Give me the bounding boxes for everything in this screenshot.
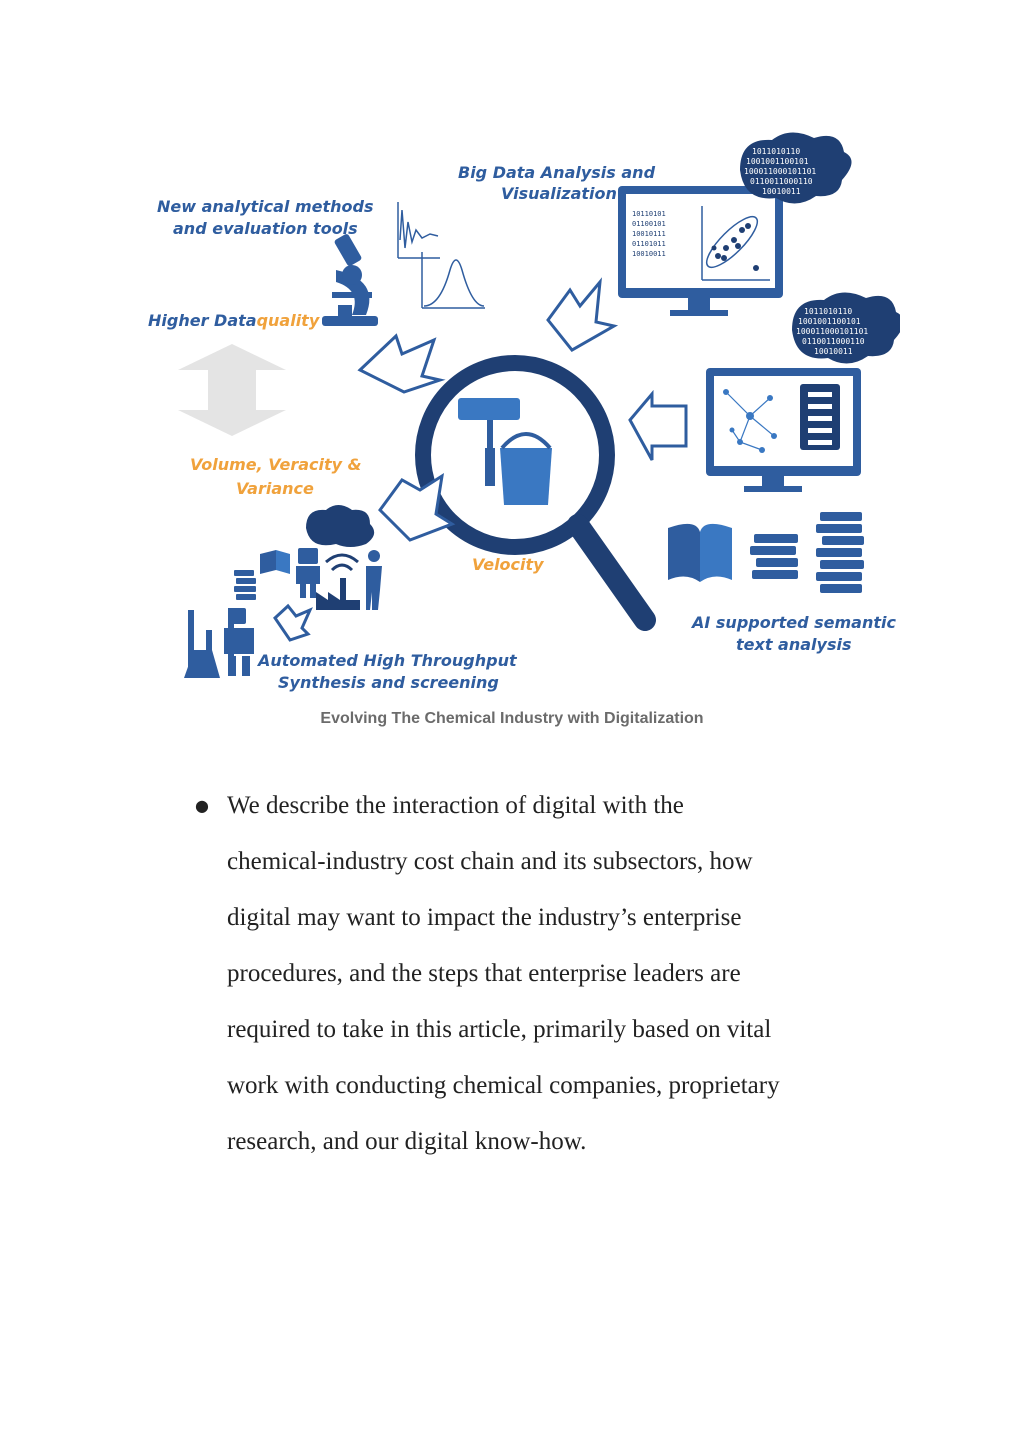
label-ai-semantic-2: text analysis <box>736 635 852 654</box>
binary-line: 01101011 <box>632 240 666 248</box>
binary-line: 10010011 <box>814 347 853 356</box>
text-line: required to take in this article, primarily based on vital <box>227 1016 772 1043</box>
monitor-network-icon <box>706 368 861 492</box>
figure-caption: Evolving The Chemical Industry with Digitalization <box>320 710 704 727</box>
paint-bucket-icon <box>458 398 552 505</box>
open-book-icon <box>668 524 732 582</box>
label-new-methods: New analytical methods <box>157 197 374 216</box>
books-small-icon <box>234 550 290 600</box>
microscope-icon <box>322 233 378 326</box>
binary-line: 1011010110 <box>752 147 801 156</box>
data-cloud-icon <box>792 292 900 363</box>
label-big-data-2: Visualization <box>501 184 617 203</box>
binary-line: 1001001100101 <box>746 157 809 166</box>
binary-line: 10010111 <box>632 230 666 238</box>
binary-line: 10010011 <box>632 250 666 258</box>
binary-line: 100011000101101 <box>796 327 869 336</box>
binary-line: 01100101 <box>632 220 666 228</box>
book-stack-icon <box>750 534 798 579</box>
factory-icon <box>316 578 360 610</box>
label-automated-2: Synthesis and screening <box>278 673 499 692</box>
text-line: research, and our digital know-how. <box>227 1128 587 1155</box>
label-variance: Variance <box>236 479 314 498</box>
binary-line: 1001001100101 <box>798 317 861 326</box>
screen-binary-text <box>632 210 666 258</box>
arrow-icon <box>630 394 686 460</box>
text-line: procedures, and the steps that enterprise leaders are <box>227 960 741 987</box>
signal-chart-icon <box>398 202 485 308</box>
bullet-paragraph <box>227 778 875 1170</box>
robot-icon <box>296 548 320 598</box>
binary-line: 1011010110 <box>804 307 853 316</box>
label-higher-data: Higher Data <box>148 311 257 330</box>
text-line: digital may want to impact the industry’s enterprise <box>227 904 742 931</box>
arrow-icon <box>548 282 614 350</box>
lab-robot-icon <box>184 608 254 678</box>
label-new-methods-2: and evaluation tools <box>173 219 358 238</box>
text-line: chemical-industry cost chain and its subsectors, how <box>227 848 753 875</box>
binary-line: 0110011000110 <box>802 337 865 346</box>
text-line: We describe the interaction of digital with the <box>227 792 684 819</box>
arrow-icon <box>360 336 440 392</box>
wifi-icon <box>326 555 358 570</box>
arrow-icon <box>275 606 310 640</box>
label-ai-semantic: AI supported semantic <box>692 613 896 632</box>
label-velocity: Velocity <box>472 555 544 574</box>
binary-line: 10010011 <box>762 187 801 196</box>
binary-line: 0110011000110 <box>750 177 813 186</box>
double-arrow-icon <box>178 344 286 436</box>
book-stack-icon <box>816 512 864 593</box>
bullet-icon: ● <box>195 796 209 815</box>
label-automated: Automated High Throughput <box>258 651 517 670</box>
label-higher-dataquality <box>148 311 320 330</box>
data-cloud-icon <box>740 132 852 203</box>
small-cloud-icon <box>306 505 374 547</box>
label-quality: quality <box>256 311 320 330</box>
binary-line: 100011000101101 <box>744 167 817 176</box>
label-big-data: Big Data Analysis and <box>458 163 656 182</box>
digitalization-infographic <box>140 130 900 700</box>
text-line: work with conducting chemical companies, proprietary <box>227 1072 780 1099</box>
label-volume: Volume, Veracity & <box>190 455 362 474</box>
bullet-list-item <box>195 778 875 1170</box>
binary-line: 10110101 <box>632 210 666 218</box>
person-icon <box>366 550 382 610</box>
